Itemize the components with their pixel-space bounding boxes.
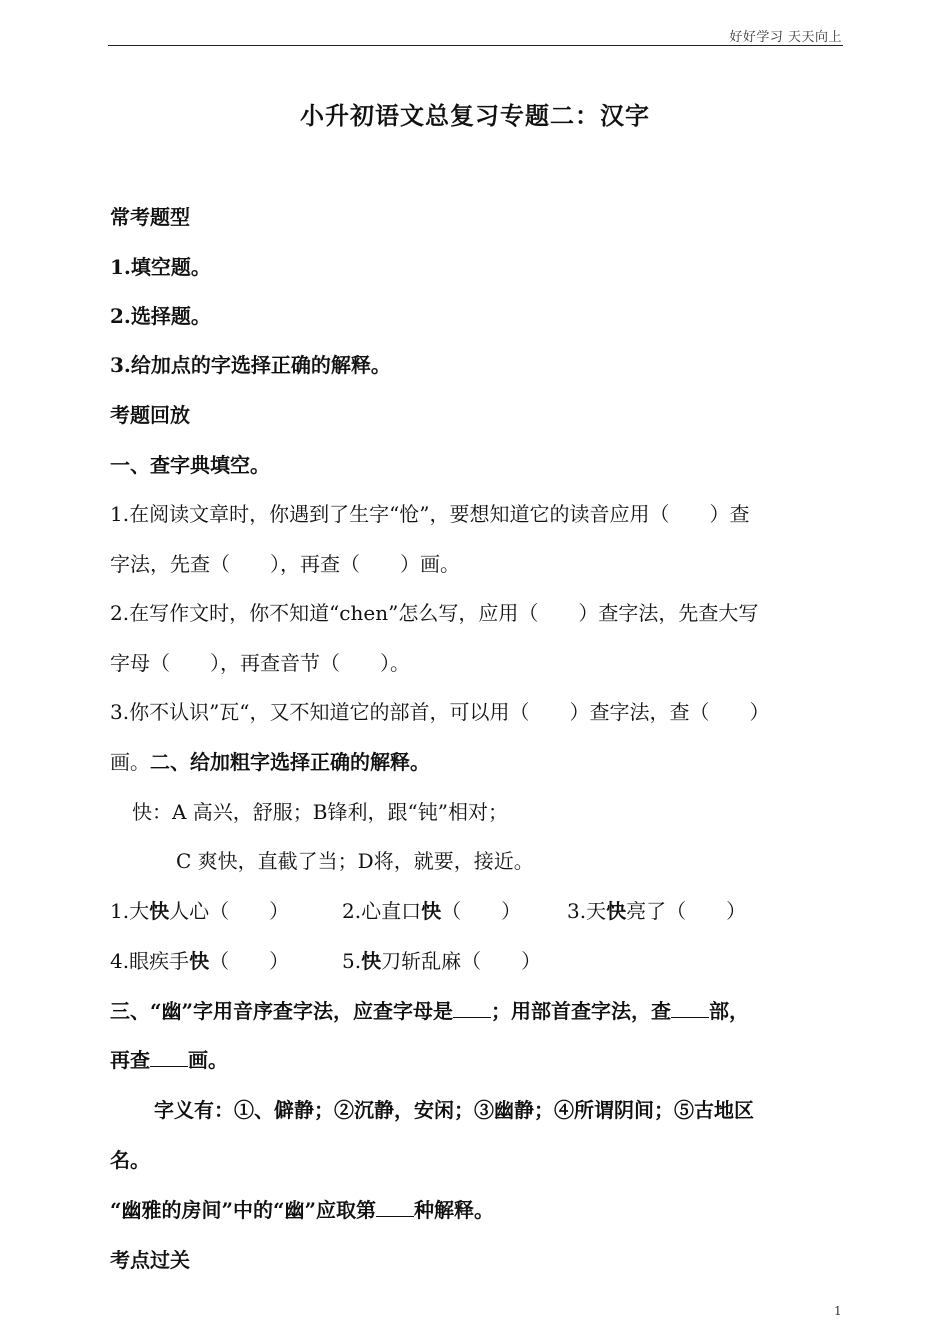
answer-blank[interactable] <box>376 1198 414 1217</box>
question-2-line1: 2.在写作文时，你不知道“chen”怎么写，应用（ ）查字法，先查大写 <box>110 601 759 625</box>
choose-meaning: “幽雅的房间”中的“幽”应取第 种解释。 <box>110 1198 495 1222</box>
answer-blank[interactable] <box>453 999 491 1018</box>
exercise-item-3: 3.天快亮了（ ） <box>567 899 747 923</box>
page-title: 小升初语文总复习专题二：汉字 <box>300 101 650 130</box>
part3-line1: 三、“幽”字用音序查字法，应查字母是 ；用部首查字法，查 部， <box>110 999 750 1023</box>
exercise-row-1 <box>110 896 845 926</box>
exercise-item-2: 2.心直口快（ ） <box>342 899 522 923</box>
section-heading-types: 常考题型 <box>110 205 190 229</box>
meanings-line1: 字义有：①、僻静；②沉静，安闲；③幽静；④所谓阴间；⑤古地区 <box>154 1098 754 1122</box>
answer-blank[interactable] <box>671 999 709 1018</box>
section-heading-review: 考题回放 <box>110 403 190 427</box>
question-3-end: 画。 <box>110 750 150 774</box>
question-1-line1: 1.在阅读文章时，你遇到了生字“怆”，要想知道它的读音应用（ ）查 <box>110 502 750 526</box>
answer-blank[interactable] <box>150 1048 188 1067</box>
part2-heading: 二、给加粗字选择正确的解释。 <box>150 750 430 774</box>
question-3-line1: 3.你不认识”瓦“，又不知道它的部首，可以用（ ）查字法，查（ ） <box>110 700 770 724</box>
type-item: 1.填空题。 <box>110 255 211 279</box>
type-item: 3.给加点的字选择正确的解释。 <box>110 353 391 377</box>
question-2-line2: 字母（ ），再查音节（ ）。 <box>110 651 410 675</box>
question-3-line2 <box>110 747 845 777</box>
exercise-item-5: 5.快刀斩乱麻（ ） <box>342 949 542 973</box>
question-1-line2: 字法，先查（ ），再查（ ）画。 <box>110 552 460 576</box>
page-number: 1 <box>834 1304 842 1318</box>
part3-line2: 再查 画。 <box>110 1048 228 1072</box>
kuai-definition-1: 快：A 高兴，舒服；B锋利，跟“钝”相对； <box>132 800 508 824</box>
exercise-row-2 <box>110 946 845 976</box>
kuai-definition-2: C 爽快，直截了当；D将，就要，接近。 <box>176 849 534 873</box>
part1-heading: 一、查字典填空。 <box>110 453 270 477</box>
header-motto: 好好学习 天天向上 <box>729 30 842 45</box>
meanings-line2: 名。 <box>110 1148 150 1172</box>
header-rule <box>108 45 843 46</box>
exercise-item-4: 4.眼疾手快（ ） <box>110 949 290 973</box>
exercise-item-1: 1.大快人心（ ） <box>110 899 290 923</box>
checkpoint-heading: 考点过关 <box>110 1248 190 1272</box>
type-item: 2.选择题。 <box>110 304 211 328</box>
